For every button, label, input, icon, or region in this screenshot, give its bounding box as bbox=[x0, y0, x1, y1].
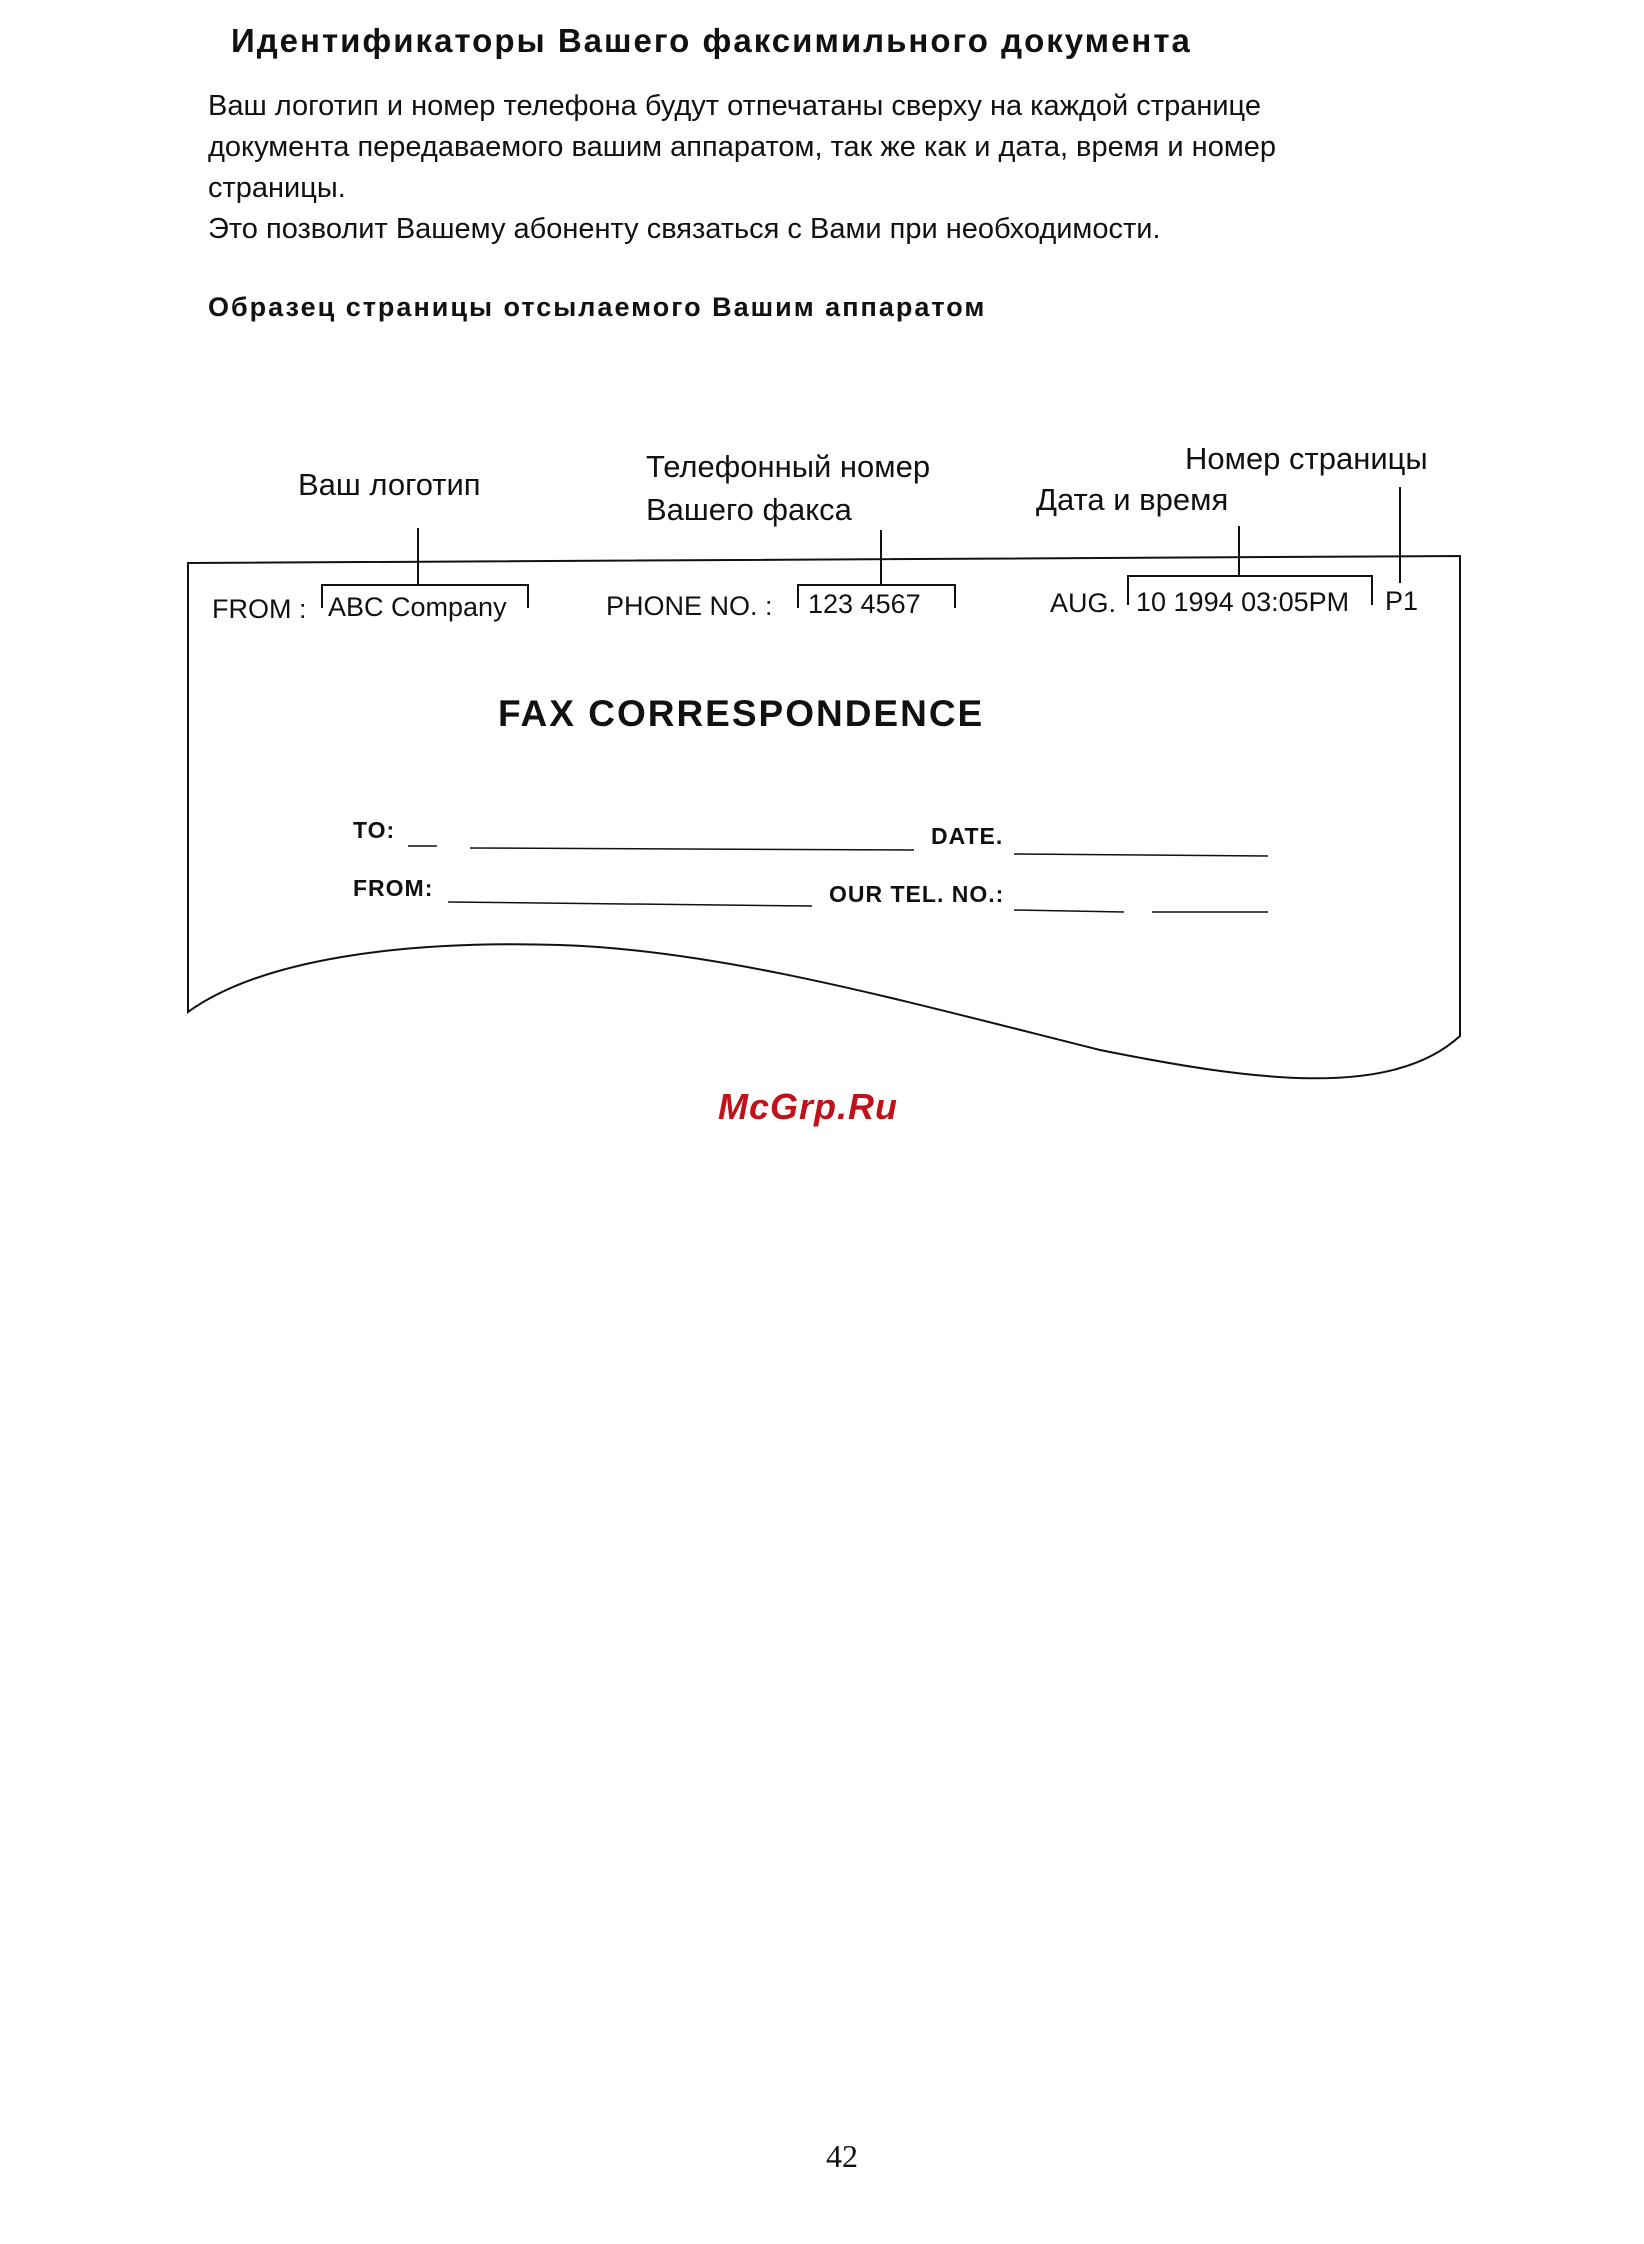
form-date-label: DATE. bbox=[931, 823, 1004, 849]
fax-title: FAX CORRESPONDENCE bbox=[498, 693, 985, 734]
callout-date-time: Дата и время bbox=[1036, 482, 1229, 517]
callout-logo: Ваш логотип bbox=[298, 467, 481, 502]
fax-phone-label: PHONE NO. : bbox=[606, 591, 773, 621]
fax-phone-number: 123 4567 bbox=[808, 589, 921, 619]
callout-phone-line2: Вашего факса bbox=[646, 492, 852, 527]
page-number: 42 bbox=[826, 2138, 858, 2174]
intro-line: страницы. bbox=[208, 172, 346, 204]
fax-month: AUG. bbox=[1050, 588, 1117, 618]
intro-line: Ваш логотип и номер телефона будут отпечатаны сверху на каждой странице bbox=[208, 90, 1261, 122]
callout-page-number: Номер страницы bbox=[1185, 441, 1428, 476]
from-line bbox=[448, 902, 812, 906]
intro-line: Это позволит Вашему абоненту связаться с Вами при необходимости. bbox=[208, 213, 1161, 245]
form-to-label: TO: bbox=[353, 817, 396, 843]
page-heading: Идентификаторы Вашего факсимильного документа bbox=[231, 22, 1192, 59]
sample-heading: Образец страницы отсылаемого Вашим аппаратом bbox=[208, 292, 987, 322]
fax-company: ABC Company bbox=[328, 592, 507, 622]
date-line bbox=[1014, 854, 1268, 856]
tel-line bbox=[1014, 910, 1268, 912]
form-tel-label: OUR TEL. NO.: bbox=[829, 881, 1005, 907]
fax-date-time: 10 1994 03:05PM bbox=[1136, 587, 1350, 617]
fax-from-label: FROM : bbox=[212, 594, 307, 624]
fax-page: P1 bbox=[1385, 586, 1419, 616]
intro-line: документа передаваемого вашим аппаратом, так же как и дата, время и номер bbox=[208, 131, 1277, 163]
to-line bbox=[408, 846, 914, 850]
callout-phone-line1: Телефонный номер bbox=[646, 449, 931, 484]
watermark: McGrp.Ru bbox=[718, 1086, 899, 1127]
form-from-label: FROM: bbox=[353, 875, 434, 901]
